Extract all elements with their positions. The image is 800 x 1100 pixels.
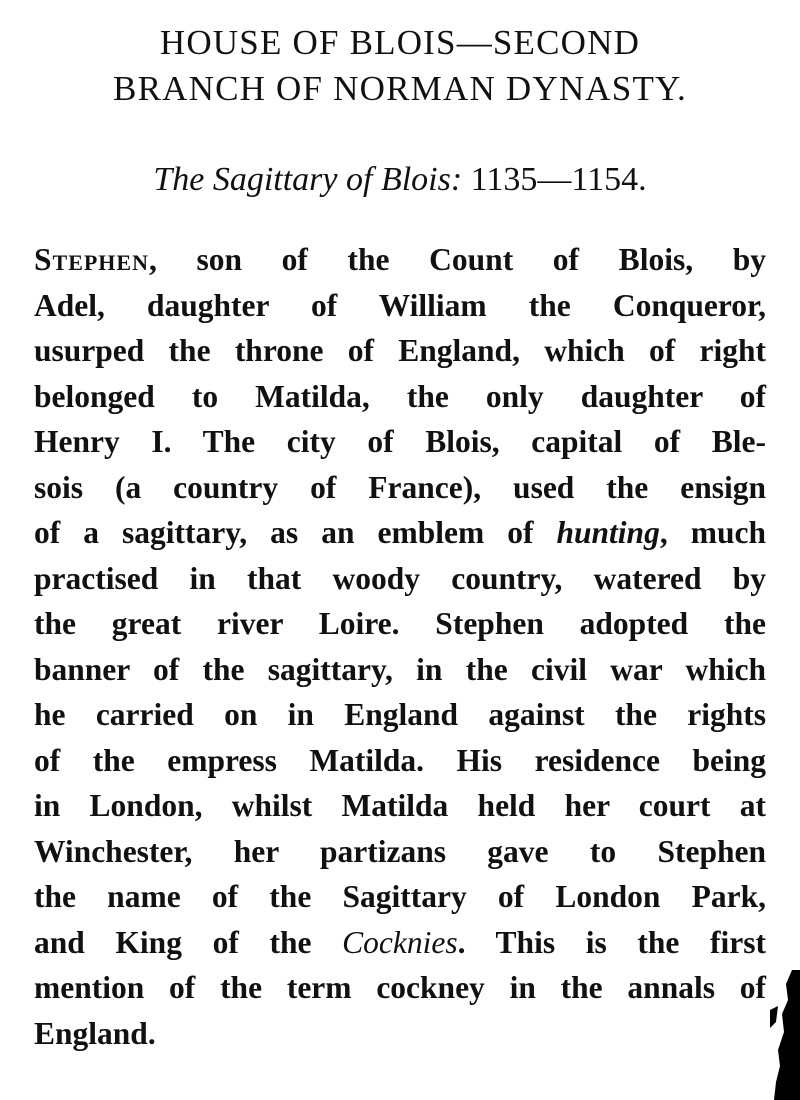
text-segment: . This is the first [457, 924, 766, 960]
text-line: he carried on in England against the rights [34, 697, 766, 732]
text-line: practised in that woody country, watered by [34, 560, 766, 596]
text-line: sois (a country of France), used the ensign [34, 469, 766, 505]
body-paragraph [34, 237, 766, 1056]
chapter-heading-line-2: BRANCH OF NORMAN DYNASTY. [113, 69, 687, 108]
subtitle-title: The Sagittary of Blois: [153, 161, 463, 198]
text-line: usurped the throne of England, which of right [34, 333, 766, 368]
chapter-heading-line-1: HOUSE OF BLOIS—SECOND [159, 23, 641, 62]
text-line: mention of the term cockney in the annals of [34, 970, 766, 1005]
italic-word-hunting: hunting [556, 515, 660, 550]
text-line: the great river Loire. Stephen adopted the [34, 606, 766, 641]
page-binding-shadow [740, 970, 800, 1100]
text-line: banner of the sagittary, in the civil war which [34, 651, 766, 687]
text-line: England. [34, 1015, 156, 1051]
text-line: belonged to Matilda, the only daughter of [34, 378, 766, 414]
section-subtitle [30, 158, 770, 202]
subtitle-dates: 1135—1154. [470, 161, 647, 198]
text-segment: of a sagittary, as an emblem of [34, 515, 557, 550]
text-line: the name of the Sagittary of London Park, [34, 879, 766, 914]
text-line [34, 510, 766, 556]
text-line: in London, whilst Matilda held her court at [34, 788, 766, 823]
text-line: Winchester, her partizans gave to Stephen [34, 833, 766, 869]
text-segment: , much [659, 515, 767, 550]
text-line [34, 920, 766, 966]
italic-word-cocknies: Cocknies [342, 924, 458, 960]
text-line: Adel, daughter of William the Conqueror, [34, 287, 766, 323]
text-line: of the empress Matilda. His residence being [34, 742, 766, 778]
text-segment: and King of the [34, 924, 343, 960]
lead-name: Stephen [34, 242, 149, 277]
chapter-heading [30, 20, 770, 112]
text-line [34, 237, 766, 283]
text-line-content: , son of the Count of Blois, by [148, 242, 766, 277]
text-line: Henry I. The city of Blois, capital of Ble- [34, 424, 766, 459]
